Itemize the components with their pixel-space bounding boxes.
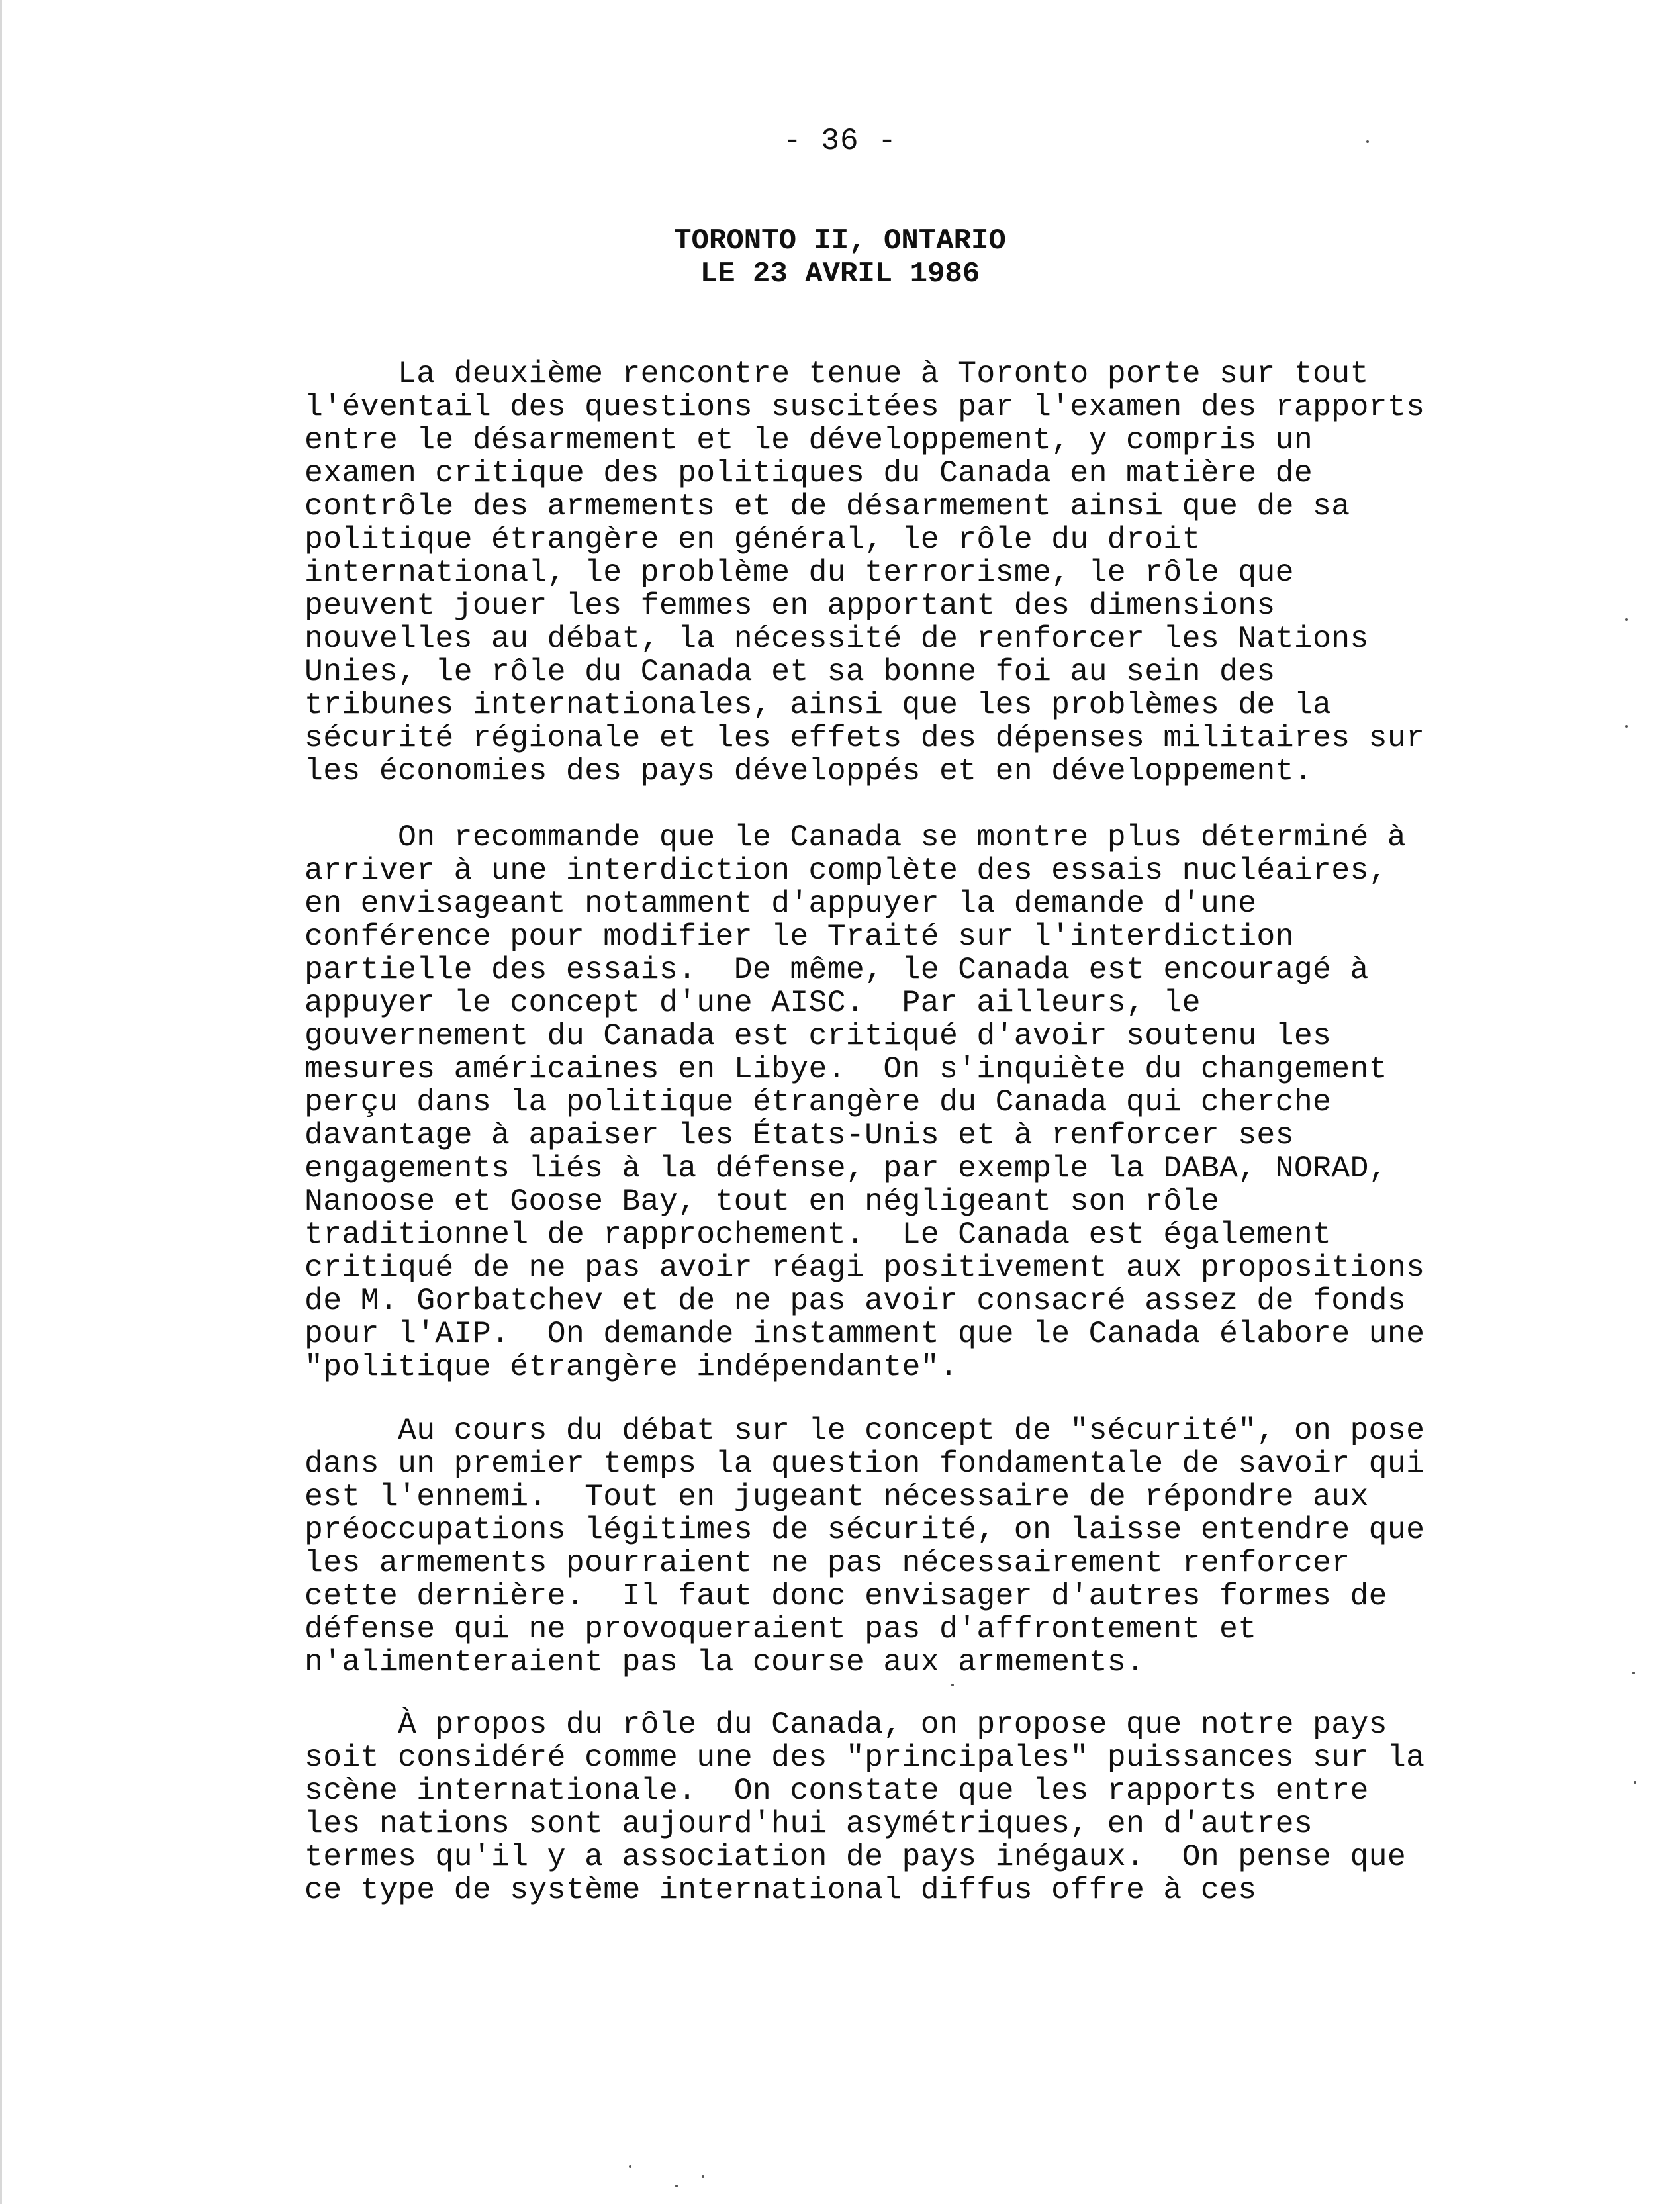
page-number: - 36 - — [783, 124, 897, 158]
text-line: ce type de système international diffus offre à ces — [304, 1872, 1257, 1907]
text-line: traditionnel de rapprochement. Le Canada est également — [304, 1217, 1332, 1252]
scan-speck — [629, 2165, 631, 2168]
text-line: préoccupations légitimes de sécurité, on laisse entendre que — [304, 1512, 1425, 1547]
scan-speck — [1625, 725, 1628, 728]
text-line: davantage à apaiser les États-Unis et à renforcer ses — [304, 1118, 1294, 1153]
text-line: Unies, le rôle du Canada et sa bonne foi au sein des — [304, 654, 1276, 689]
text-line: arriver à une interdiction complète des essais nucléaires, — [304, 853, 1387, 888]
text-line: est l'ennemi. Tout en jugeant nécessaire de répondre aux — [304, 1479, 1369, 1514]
text-line: gouvernement du Canada est critiqué d'avoir soutenu les — [304, 1018, 1332, 1053]
text-line: défense qui ne provoqueraient pas d'affrontement et — [304, 1611, 1257, 1647]
scan-speck — [1634, 1781, 1636, 1784]
scan-speck — [951, 1684, 954, 1686]
text-line: international, le problème du terrorisme, le rôle que — [304, 555, 1294, 590]
text-line: de M. Gorbatchev et de ne pas avoir consacré assez de fonds — [304, 1283, 1407, 1318]
text-line: La deuxième rencontre tenue à Toronto porte sur tout — [304, 356, 1369, 391]
text-line: tribunes internationales, ainsi que les problèmes de la — [304, 687, 1332, 722]
text-line: partielle des essais. De même, le Canada est encouragé à — [304, 952, 1369, 987]
text-line: nouvelles au débat, la nécessité de renforcer les Nations — [304, 621, 1369, 656]
scan-speck — [1366, 140, 1369, 143]
text-line: scène internationale. On constate que les rapports entre — [304, 1773, 1369, 1808]
scan-speck — [702, 2175, 704, 2178]
text-line: mesures américaines en Libye. On s'inquiète du changement — [304, 1051, 1387, 1086]
text-line: termes qu'il y a association de pays inégaux. On pense que — [304, 1839, 1407, 1874]
text-line: appuyer le concept d'une AISC. Par ailleurs, le — [304, 985, 1201, 1020]
text-line: politique étrangère en général, le rôle du droit — [304, 522, 1201, 557]
text-line: en envisageant notamment d'appuyer la demande d'une — [304, 886, 1257, 921]
text-line: À propos du rôle du Canada, on propose que notre pays — [304, 1707, 1387, 1742]
text-line: contrôle des armements et de désarmement ainsi que de sa — [304, 489, 1350, 524]
text-line: les économies des pays développés et en développement. — [304, 753, 1313, 789]
text-line: peuvent jouer les femmes en apportant des dimensions — [304, 588, 1276, 623]
text-line: critiqué de ne pas avoir réagi positivement aux propositions — [304, 1250, 1425, 1285]
scan-speck — [1625, 618, 1628, 621]
scan-edge — [0, 0, 2, 2204]
text-line: On recommande que le Canada se montre plus déterminé à — [304, 820, 1407, 855]
scan-speck — [675, 2185, 678, 2187]
heading-date: LE 23 AVRIL 1986 — [700, 258, 980, 291]
text-line: cette dernière. Il faut donc envisager d'autres formes de — [304, 1578, 1387, 1613]
text-line: conférence pour modifier le Traité sur l'interdiction — [304, 919, 1294, 954]
text-line: soit considéré comme une des "principales" puissances sur la — [304, 1740, 1425, 1775]
text-line: entre le désarmement et le développement, y compris un — [304, 422, 1313, 457]
text-line: dans un premier temps la question fondamentale de savoir qui — [304, 1446, 1425, 1481]
scan-speck — [1632, 1672, 1635, 1674]
text-line: sécurité régionale et les effets des dépenses militaires sur — [304, 720, 1425, 755]
text-line: Nanoose et Goose Bay, tout en négligeant son rôle — [304, 1184, 1220, 1219]
text-line: engagements liés à la défense, par exemple la DABA, NORAD, — [304, 1151, 1387, 1186]
text-line: n'alimenteraient pas la course aux armements. — [304, 1645, 1145, 1680]
text-line: "politique étrangère indépendante". — [304, 1349, 958, 1384]
heading-location: TORONTO II, ONTARIO — [674, 224, 1006, 258]
text-line: les armements pourraient ne pas nécessairement renforcer — [304, 1545, 1350, 1580]
text-line: les nations sont aujourd'hui asymétriques, en d'autres — [304, 1806, 1313, 1841]
text-line: Au cours du débat sur le concept de "sécurité", on pose — [304, 1413, 1425, 1448]
text-line: perçu dans la politique étrangère du Canada qui cherche — [304, 1084, 1332, 1120]
text-line: l'éventail des questions suscitées par l'examen des rapports — [304, 389, 1425, 424]
text-line: pour l'AIP. On demande instamment que le Canada élabore une — [304, 1316, 1425, 1351]
text-line: examen critique des politiques du Canada en matière de — [304, 455, 1313, 491]
